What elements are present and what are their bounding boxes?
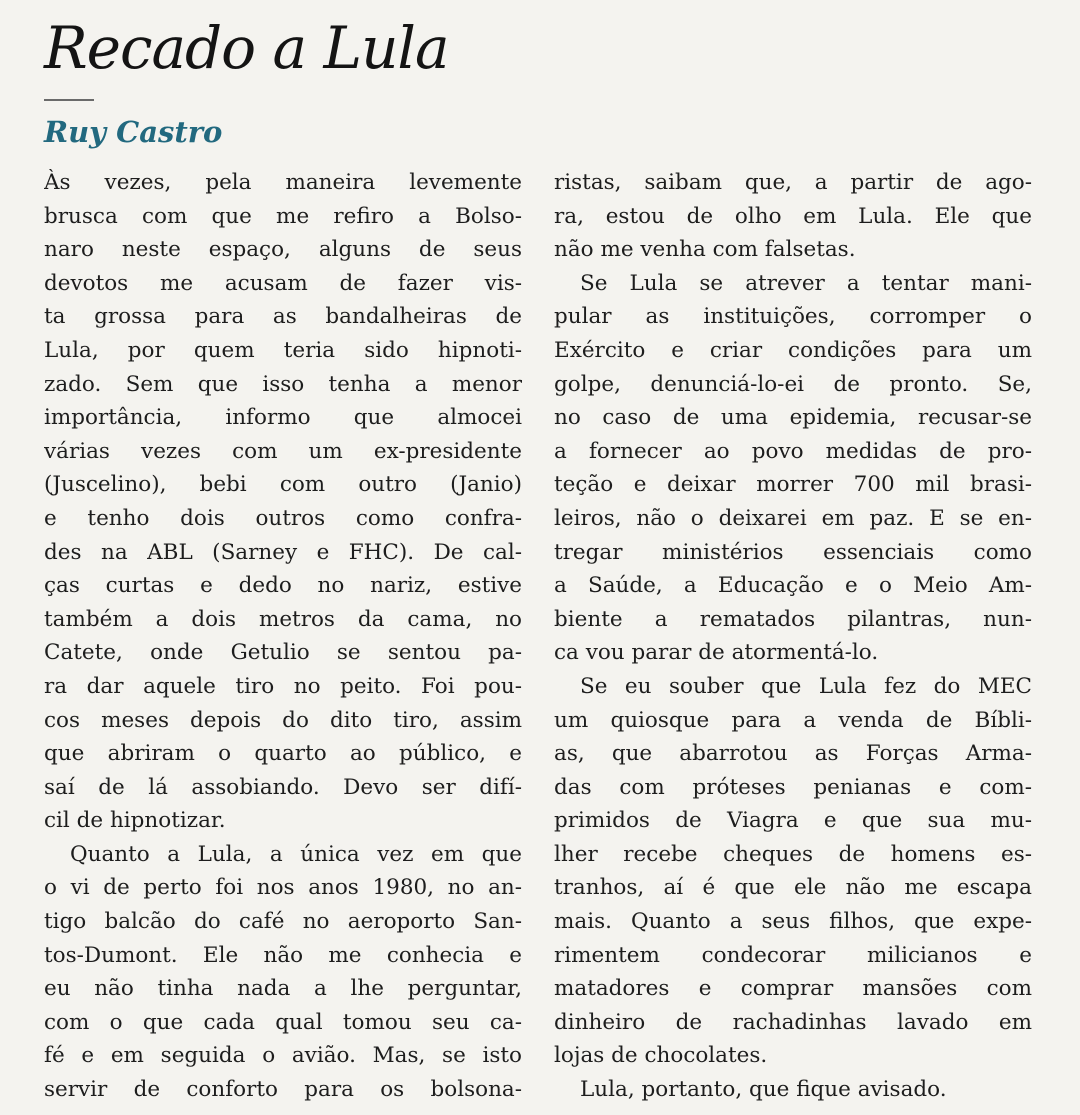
text-line: no caso de uma epidemia, recusar-se (554, 405, 1032, 431)
text-line: lojas de chocolates. (554, 1043, 768, 1069)
text-line: e tenho dois outros como confra- (44, 505, 522, 531)
author-byline: Ruy Castro (44, 115, 223, 149)
text-line: golpe, denunciá-lo-ei de pronto. Se, (554, 371, 1032, 397)
text-line: eu não tinha nada a lhe perguntar, (44, 976, 522, 1002)
text-line: Catete, onde Getulio se sentou pa- (44, 640, 522, 666)
text-line: des na ABL (Sarney e FHC). De cal- (44, 539, 522, 565)
text-line: Às vezes, pela maneira levemente (44, 170, 522, 195)
text-line: mais. Quanto a seus filhos, que expe- (554, 909, 1032, 935)
text-line: Lula, por quem teria sido hipnoti- (44, 337, 522, 363)
text-line: que abriram o quarto ao público, e (44, 741, 522, 767)
text-line: servir de conforto para os bolsona- (44, 1077, 522, 1103)
text-line: ristas, saibam que, a partir de ago- (554, 170, 1032, 195)
text-line: cil de hipnotizar. (44, 808, 226, 834)
text-line: brusca com que me refiro a Bolso- (44, 203, 522, 229)
text-line: importância, informo que almocei (44, 405, 522, 431)
article-title: Recado a Lula (44, 14, 449, 82)
text-line: lher recebe cheques de homens es- (554, 841, 1032, 867)
text-line: ra dar aquele tiro no peito. Foi pou- (44, 673, 522, 699)
text-line: Lula, portanto, que fique avisado. (580, 1077, 947, 1103)
text-line: não me venha com falsetas. (554, 237, 856, 263)
text-line: o vi de perto foi nos anos 1980, no an- (44, 875, 522, 901)
text-column-right (554, 166, 1032, 1107)
text-line: tos-Dumont. Ele não me conhecia e (44, 942, 522, 968)
text-line: a fornecer ao povo medidas de pro- (554, 438, 1032, 464)
text-line: as, que abarrotou as Forças Arma- (554, 741, 1032, 767)
text-line: leiros, não o deixarei em paz. E se en- (554, 505, 1032, 531)
text-line: ca vou parar de atormentá-lo. (554, 640, 879, 666)
text-line: naro neste espaço, alguns de seus (44, 237, 522, 263)
text-line: tregar ministérios essenciais como (554, 539, 1032, 565)
text-line: dinheiro de rachadinhas lavado em (554, 1009, 1032, 1035)
text-line: também a dois metros da cama, no (44, 606, 522, 632)
text-line: ças curtas e dedo no nariz, estive (44, 573, 522, 599)
text-line: fé e em seguida o avião. Mas, se isto (44, 1043, 522, 1069)
title-divider (44, 99, 94, 101)
text-line: rimentem condecorar milicianos e (554, 942, 1032, 968)
text-line: devotos me acusam de fazer vis- (44, 270, 522, 296)
text-line: tranhos, aí é que ele não me escapa (554, 875, 1032, 901)
text-line: primidos de Viagra e que sua mu- (554, 808, 1032, 834)
text-line: matadores e comprar mansões com (554, 976, 1032, 1002)
text-line: várias vezes com um ex-presidente (44, 438, 522, 464)
text-line: a Saúde, a Educação e o Meio Am- (554, 573, 1032, 599)
text-line: das com próteses penianas e com- (554, 774, 1032, 800)
text-line: teção e deixar morrer 700 mil brasi- (554, 472, 1032, 498)
text-line: tigo balcão do café no aeroporto San- (44, 909, 522, 935)
text-line: biente a rematados pilantras, nun- (554, 606, 1032, 632)
text-line: Se eu souber que Lula fez do MEC (580, 673, 1032, 699)
text-line: Exército e criar condições para um (554, 337, 1032, 363)
text-line: um quiosque para a venda de Bíbli- (554, 707, 1032, 733)
text-line: Se Lula se atrever a tentar mani- (580, 270, 1032, 296)
text-line: ra, estou de olho em Lula. Ele que (554, 203, 1032, 229)
text-line: com o que cada qual tomou seu ca- (44, 1009, 522, 1035)
text-line: pular as instituições, corromper o (554, 304, 1032, 330)
text-line: cos meses depois do dito tiro, assim (44, 707, 522, 733)
text-line: saí de lá assobiando. Devo ser difí- (44, 774, 522, 800)
text-line: zado. Sem que isso tenha a menor (44, 371, 522, 397)
text-column-left (44, 166, 522, 1107)
text-line: Quanto a Lula, a única vez em que (70, 841, 522, 867)
text-line: ta grossa para as bandalheiras de (44, 304, 522, 330)
text-line: (Juscelino), bebi com outro (Janio) (44, 472, 522, 498)
